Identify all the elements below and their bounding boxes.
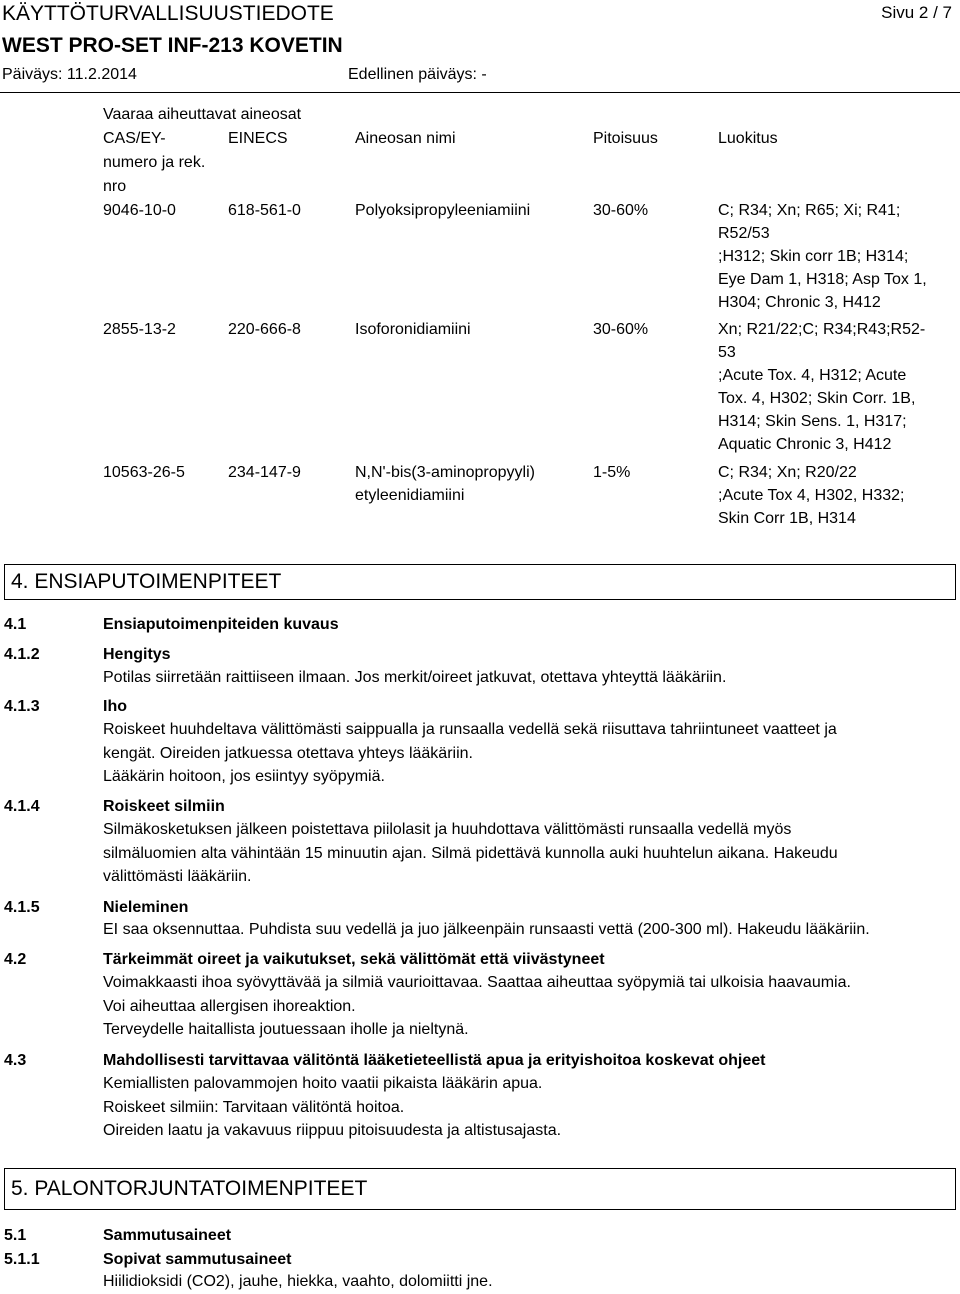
row2-class-1: Xn; R21/22;C; R34;R43;R52-	[718, 321, 926, 338]
row2-class-6: Aquatic Chronic 3, H412	[718, 436, 892, 453]
row3-cas: 10563-26-5	[103, 464, 185, 481]
s51-number: 5.1	[4, 1227, 27, 1244]
col-einecs: EINECS	[228, 130, 288, 147]
row3-name-1: N,N'-bis(3-aminopropyyli)	[355, 464, 535, 481]
s412-number: 4.1.2	[4, 646, 40, 663]
s414-line-2: silmäluomien alta vähintään 15 minuutin ajan. Silmä pidettävä kunnolla auki huuhtelun aikana. Hakeudu	[103, 845, 838, 862]
row2-class-2: 53	[718, 344, 736, 361]
s413-title: Iho	[103, 698, 127, 715]
row2-class-4: Tox. 4, H302; Skin Corr. 1B,	[718, 390, 916, 407]
row3-einecs: 234-147-9	[228, 464, 301, 481]
row2-cas: 2855-13-2	[103, 321, 176, 338]
s412-line-1: Potilas siirretään raittiiseen ilmaan. Jos merkit/oireet jatkuvat, otettava yhteyttä lääkäriin.	[103, 669, 727, 686]
section-5-title: 5. PALONTORJUNTATOIMENPITEET	[11, 1177, 368, 1200]
row3-class-2: ;Acute Tox 4, H302, H332;	[718, 487, 905, 504]
s413-number: 4.1.3	[4, 698, 40, 715]
row1-name: Polyoksipropyleeniamiini	[355, 202, 531, 219]
s511-title: Sopivat sammutusaineet	[103, 1251, 292, 1268]
section-5-heading	[4, 1168, 956, 1210]
s41-title: Ensiaputoimenpiteiden kuvaus	[103, 616, 339, 633]
row1-einecs: 618-561-0	[228, 202, 301, 219]
s415-number: 4.1.5	[4, 899, 40, 916]
s43-number: 4.3	[4, 1052, 27, 1069]
s414-line-3: välittömästi lääkäriin.	[103, 868, 252, 885]
section-4-title: 4. ENSIAPUTOIMENPITEET	[11, 570, 282, 593]
section-4-heading	[4, 564, 956, 600]
s414-title: Roiskeet silmiin	[103, 798, 225, 815]
row1-class-3: ;H312; Skin corr 1B; H314;	[718, 248, 909, 265]
col-content: Pitoisuus	[593, 130, 658, 147]
s42-line-2: Voi aiheuttaa allergisen ihoreaktion.	[103, 998, 356, 1015]
col-cas-line3: nro	[103, 178, 127, 195]
ingredients-heading: Vaaraa aiheuttavat aineosat	[103, 106, 302, 123]
s414-line-1: Silmäkosketuksen jälkeen poistettava piilolasit ja huuhdottava välittömästi runsaalla vedellä myös	[103, 821, 792, 838]
row2-einecs: 220-666-8	[228, 321, 301, 338]
row3-class-3: Skin Corr 1B, H314	[718, 510, 856, 527]
s413-line-2: kengät. Oireiden jatkuessa otettava yhteys lääkäriin.	[103, 745, 473, 762]
col-name: Aineosan nimi	[355, 130, 456, 147]
s412-title: Hengitys	[103, 646, 171, 663]
row1-cas: 9046-10-0	[103, 202, 176, 219]
row3-content: 1-5%	[593, 464, 631, 481]
row1-class-1: C; R34; Xn; R65; Xi; R41;	[718, 202, 901, 219]
s415-line-1: EI saa oksennuttaa. Puhdista suu vedellä ja juo jälkeenpäin runsaasti vettä (200-300 ml). Hakeudu lääkäriin.	[103, 921, 870, 938]
col-cas-line1: CAS/EY-	[103, 130, 166, 147]
s414-number: 4.1.4	[4, 798, 40, 815]
col-cas-line2: numero ja rek.	[103, 154, 206, 171]
s413-line-1: Roiskeet huuhdeltava välittömästi saippualla ja runsaalla vedellä sekä riisuttava tahriintuneet vaatteet ja	[103, 721, 837, 738]
row1-class-5: H304; Chronic 3, H412	[718, 294, 881, 311]
s41-number: 4.1	[4, 616, 27, 633]
row1-class-4: Eye Dam 1, H318; Asp Tox 1,	[718, 271, 927, 288]
row2-class-3: ;Acute Tox. 4, H312; Acute	[718, 367, 907, 384]
s511-line-1: Hiilidioksidi (CO2), jauhe, hiekka, vaahto, dolomiitti jne.	[103, 1273, 493, 1290]
s43-line-1: Kemiallisten palovammojen hoito vaatii pikaista lääkärin apua.	[103, 1075, 543, 1092]
issue-date: Päiväys: 11.2.2014	[2, 66, 137, 83]
s51-title: Sammutusaineet	[103, 1227, 232, 1244]
s42-number: 4.2	[4, 951, 27, 968]
row1-class-2: R52/53	[718, 225, 770, 242]
previous-date: Edellinen päiväys: -	[348, 66, 487, 83]
s43-line-3: Oireiden laatu ja vakavuus riippuu pitoisuudesta ja altistusajasta.	[103, 1122, 562, 1139]
header-divider	[0, 92, 960, 93]
s42-line-3: Terveydelle haitallista joutuessaan iholle ja nieltynä.	[103, 1021, 469, 1038]
s413-line-3: Lääkärin hoitoon, jos esiintyy syöpymiä.	[103, 768, 385, 785]
s43-line-2: Roiskeet silmiin: Tarvitaan välitöntä hoitoa.	[103, 1099, 405, 1116]
document-title: KÄYTTÖTURVALLISUUSTIEDOTE	[2, 2, 334, 25]
row3-name-2: etyleenidiamiini	[355, 487, 465, 504]
row2-content: 30-60%	[593, 321, 649, 338]
col-classification: Luokitus	[718, 130, 778, 147]
s43-title: Mahdollisesti tarvittavaa välitöntä lääketieteellistä apua ja erityishoitoa koskevat ohjeet	[103, 1052, 766, 1069]
product-name: WEST PRO-SET INF-213 KOVETIN	[2, 34, 343, 57]
page-number: Sivu 2 / 7	[881, 3, 952, 22]
s511-number: 5.1.1	[4, 1251, 40, 1268]
row2-name: Isoforonidiamiini	[355, 321, 471, 338]
row1-content: 30-60%	[593, 202, 649, 219]
row3-class-1: C; R34; Xn; R20/22	[718, 464, 857, 481]
s42-line-1: Voimakkaasti ihoa syövyttävää ja silmiä vaurioittavaa. Saattaa aiheuttaa syöpymiä tai ulkoisia haavaumia.	[103, 974, 851, 991]
s415-title: Nieleminen	[103, 899, 189, 916]
s42-title: Tärkeimmät oireet ja vaikutukset, sekä välittömät että viivästyneet	[103, 951, 605, 968]
row2-class-5: H314; Skin Sens. 1, H317;	[718, 413, 907, 430]
